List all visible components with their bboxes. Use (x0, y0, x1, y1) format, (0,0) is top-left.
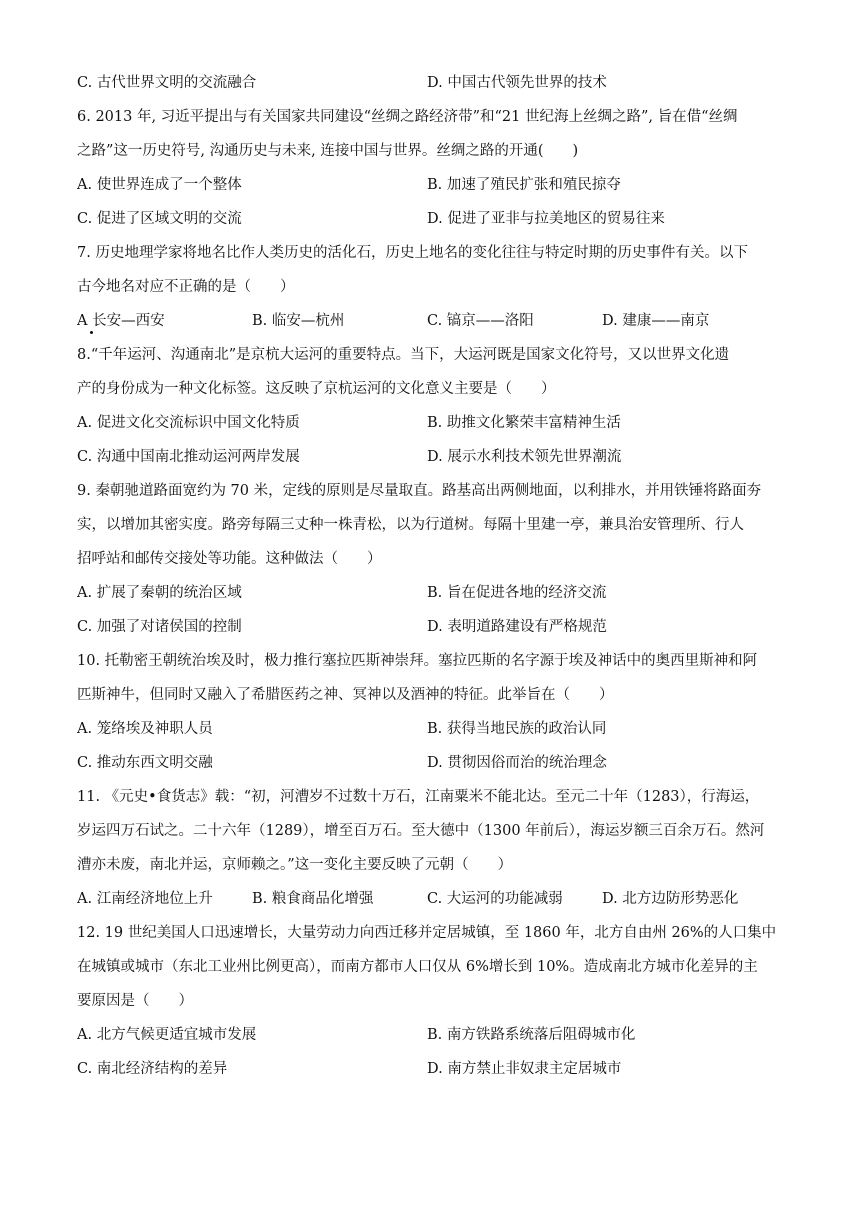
options-row (77, 168, 777, 202)
option-a[interactable]: A. 笼络埃及神职人员 (77, 721, 213, 737)
option-c[interactable]: C. 促进了区域文明的交流 (77, 211, 242, 227)
option-b[interactable]: B. 加速了殖民扩张和殖民掠夺 (427, 177, 621, 193)
option-d[interactable]: D. 贯彻因俗而治的统治理念 (427, 755, 607, 771)
options-row (77, 304, 777, 338)
question-6 (77, 100, 777, 236)
question-stem-line: 在城镇或城市（东北工业州比例更高），而南方都市人口仅从 6%增长到 10%。造成南北方城市化差异的主 (77, 959, 758, 975)
question-12 (77, 916, 777, 1086)
question-7 (77, 236, 777, 338)
option-a[interactable]: A. 北方气候更适宜城市发展 (77, 1027, 257, 1043)
option-b[interactable]: B. 助推文化繁荣丰富精神生活 (427, 415, 621, 431)
emphasis-dot (90, 331, 93, 334)
exam-page (77, 66, 777, 1086)
options-row (77, 1052, 777, 1086)
option-a[interactable] (77, 304, 252, 338)
question-stem-line: 漕亦未废，南北并运，京师赖之。”这一变化主要反映了元朝（ ） (77, 857, 513, 873)
option-d[interactable]: D. 中国古代领先世界的技术 (427, 75, 607, 91)
question-stem-line: 10. 托勒密王朝统治埃及时，极力推行塞拉匹斯神崇拜。塞拉匹斯的名字源于埃及神话中的奥西里斯神和阿 (77, 653, 758, 669)
question-stem-line: 11. 《元史•食货志》载：“初，河漕岁不过数十万石，江南粟米不能北达。至元二十年（1283），行海运， (77, 789, 760, 805)
option-d[interactable]: D. 建康——南京 (602, 313, 710, 329)
option-d[interactable]: D. 表明道路建设有严格规范 (427, 619, 607, 635)
option-a-text: A 长安—西安 (77, 313, 165, 329)
option-b[interactable]: B. 获得当地民族的政治认同 (427, 721, 607, 737)
question-stem-line: 招呼站和邮传交接处等功能。这种做法（ ） (77, 551, 382, 567)
question-stem-line: 9. 秦朝驰道路面宽约为 70 米，定线的原则是尽量取直。路基高出两侧地面，以利排水，并用铁锤将路面夯 (77, 483, 762, 499)
question-stem-line: 岁运四万石试之。二十六年（1289），增至百万石。至大德中（1300 年前后），海运岁额三百余万石。然河 (77, 823, 765, 839)
question-stem-line: 实，以增加其密实度。路旁每隔三丈种一株青松，以为行道树。每隔十里建一亭，兼具治安管理所、行人 (77, 517, 744, 533)
option-c[interactable]: C. 南北经济结构的差异 (77, 1061, 228, 1077)
option-b[interactable]: B. 粮食商品化增强 (252, 891, 374, 907)
question-10 (77, 644, 777, 780)
option-d[interactable]: D. 展示水利技术领先世界潮流 (427, 449, 622, 465)
option-a[interactable]: A. 使世界连成了一个整体 (77, 177, 242, 193)
options-row (77, 1018, 777, 1052)
option-c[interactable]: C. 加强了对诸侯国的控制 (77, 619, 242, 635)
option-d[interactable]: D. 促进了亚非与拉美地区的贸易往来 (427, 211, 665, 227)
options-row (77, 576, 777, 610)
question-stem-line: 6. 2013 年, 习近平提出与有关国家共同建设“丝绸之路经济带”和“21 世纪海上丝绸之路”, 旨在借“丝绸 (77, 109, 738, 125)
question-stem-line: 匹斯神牛，但同时又融入了希腊医药之神、冥神以及酒神的特征。此举旨在（ ） (77, 687, 614, 703)
question-stem-line: 12. 19 世纪美国人口迅速增长，大量劳动力向西迁移并定居城镇，至 1860 年，北方自由州 26%的人口集中 (77, 925, 777, 941)
question-5-options (77, 66, 777, 100)
question-stem-line: 之路”这一历史符号, 沟通历史与未来, 连接中国与世界。丝绸之路的开通( ) (77, 143, 579, 159)
options-row (77, 610, 777, 644)
question-stem-line: 古今地名对应不正确的是（ ） (77, 279, 295, 295)
option-c[interactable]: C. 沟通中国南北推动运河两岸发展 (77, 449, 300, 465)
option-c[interactable]: C. 镐京——洛阳 (427, 313, 534, 329)
option-c[interactable]: C. 大运河的功能减弱 (427, 891, 563, 907)
question-stem-line: 产的身份成为一种文化标签。这反映了京杭运河的文化意义主要是（ ） (77, 381, 556, 397)
option-b[interactable]: B. 临安—杭州 (252, 313, 345, 329)
option-a[interactable]: A. 扩展了秦朝的统治区域 (77, 585, 242, 601)
question-stem-line: 8.“千年运河、沟通南北”是京杭大运河的重要特点。当下，大运河既是国家文化符号，又以世界文化遗 (77, 347, 730, 363)
option-a[interactable]: A. 促进文化交流标识中国文化特质 (77, 415, 300, 431)
option-c[interactable]: C. 推动东西文明交融 (77, 755, 213, 771)
option-c[interactable]: C. 古代世界文明的交流融合 (77, 75, 257, 91)
option-b[interactable]: B. 南方铁路系统落后阻碍城市化 (427, 1027, 636, 1043)
question-stem-line: 要原因是（ ） (77, 993, 193, 1009)
option-b[interactable]: B. 旨在促进各地的经济交流 (427, 585, 607, 601)
option-a[interactable]: A. 江南经济地位上升 (77, 891, 213, 907)
question-8 (77, 338, 777, 474)
options-row (77, 746, 777, 780)
question-9 (77, 474, 777, 644)
options-row (77, 440, 777, 474)
option-d[interactable]: D. 北方边防形势恶化 (602, 891, 739, 907)
options-row (77, 712, 777, 746)
question-11 (77, 780, 777, 916)
options-row (77, 202, 777, 236)
option-d[interactable]: D. 南方禁止非奴隶主定居城市 (427, 1061, 622, 1077)
options-row (77, 882, 777, 916)
options-row (77, 406, 777, 440)
question-stem-line: 7. 历史地理学家将地名比作人类历史的活化石，历史上地名的变化往往与特定时期的历史事件有关。以下 (77, 245, 748, 261)
